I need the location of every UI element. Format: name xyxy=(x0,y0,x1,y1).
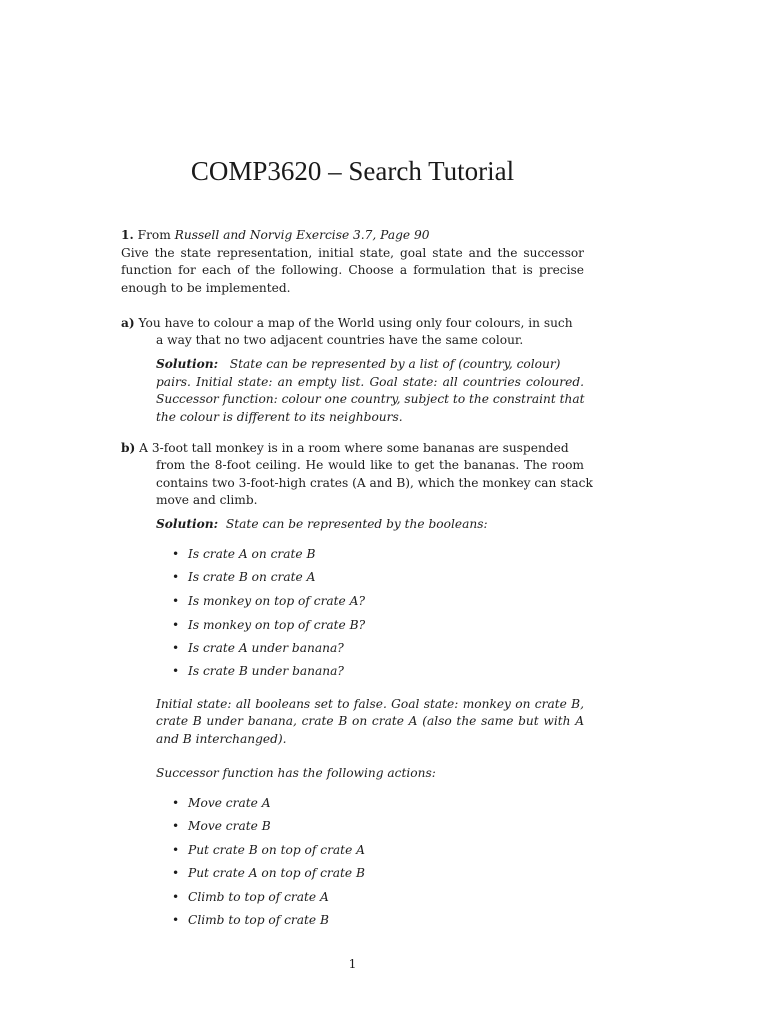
list-item: • Put crate B on top of crate A xyxy=(172,843,365,857)
intro-line-1: Give the state representation, initial state, goal state and the successor xyxy=(121,246,584,260)
list-item: • Is monkey on top of crate B? xyxy=(172,618,366,632)
part-a-question-1: You have to colour a map of the World using only four colours, in such xyxy=(138,316,573,330)
part-a-solution-line-4: the colour is different to its neighbours. xyxy=(156,410,403,424)
part-a-line-1 xyxy=(121,315,584,333)
part-a-question-2: a way that no two adjacent countries have the same colour. xyxy=(156,333,524,347)
bullet-icon: • xyxy=(172,570,180,584)
part-b-solution-text: State can be represented by the booleans: xyxy=(225,517,488,531)
list-item: • Is crate A on crate B xyxy=(172,547,316,561)
part-b-line-1 xyxy=(121,440,569,458)
list-item: • Climb to top of crate B xyxy=(172,913,329,927)
part-b-solution xyxy=(156,516,488,534)
part-b-solution-label: Solution: xyxy=(156,517,219,531)
bullet-icon: • xyxy=(172,547,180,561)
successor-intro: Successor function has the following actions: xyxy=(156,766,436,780)
part-b-question-1: A 3-foot tall monkey is in a room where some bananas are suspended xyxy=(139,441,569,455)
question-1-header xyxy=(121,227,429,245)
list-item: • Is crate B under banana? xyxy=(172,664,344,678)
part-a-label: a) xyxy=(121,316,135,330)
list-item: • Is crate A under banana? xyxy=(172,641,344,655)
list-item: • Is crate B on crate A xyxy=(172,570,316,584)
intro-line-2: function for each of the following. Choose a formulation that is precise xyxy=(121,263,584,277)
question-number: 1. xyxy=(121,228,134,242)
part-a-solution-line-2: pairs. Initial state: an empty list. Goal state: all countries coloured. xyxy=(156,375,584,389)
states-line-3: and B interchanged). xyxy=(156,732,287,746)
part-a-solution-line-3: Successor function: colour one country, subject to the constraint that xyxy=(156,392,585,406)
bullet-icon: • xyxy=(172,796,180,810)
bullet-icon: • xyxy=(172,641,180,655)
bullet-icon: • xyxy=(172,664,180,678)
bullet-icon: • xyxy=(172,913,180,927)
bullet-icon: • xyxy=(172,866,180,880)
part-a-solution-text: State can be represented by a list of (country, colour) xyxy=(229,357,561,371)
bullet-icon: • xyxy=(172,594,180,608)
part-a-solution-label: Solution: xyxy=(156,357,219,371)
bullet-icon: • xyxy=(172,890,180,904)
source-reference: Russell and Norvig Exercise 3.7, Page 90 xyxy=(174,228,430,242)
part-b-question-4: move and climb. xyxy=(156,493,258,507)
list-item: • Move crate B xyxy=(172,819,271,833)
part-b-question-3: contains two 3-foot-high crates (A and B), which the monkey can stack xyxy=(156,476,593,490)
list-item: • Put crate A on top of crate B xyxy=(172,866,365,880)
from-label: From xyxy=(137,228,171,242)
states-line-2: crate B under banana, crate B on crate A (also the same but with A xyxy=(156,714,584,728)
bullet-icon: • xyxy=(172,843,180,857)
page-title: COMP3620 – Search Tutorial xyxy=(190,156,515,186)
list-item: • Climb to top of crate A xyxy=(172,890,329,904)
part-b-question-2: from the 8-foot ceiling. He would like to get the bananas. The room xyxy=(156,458,584,472)
part-a-solution-first xyxy=(156,356,584,374)
bullet-icon: • xyxy=(172,618,180,632)
page-number: 1 xyxy=(348,957,357,971)
states-line-1: Initial state: all booleans set to false. Goal state: monkey on crate B, xyxy=(156,697,584,711)
bullet-icon: • xyxy=(172,819,180,833)
list-item: • Is monkey on top of crate A? xyxy=(172,594,365,608)
intro-line-3: enough to be implemented. xyxy=(121,281,291,295)
part-b-label: b) xyxy=(121,441,136,455)
list-item: • Move crate A xyxy=(172,796,271,810)
